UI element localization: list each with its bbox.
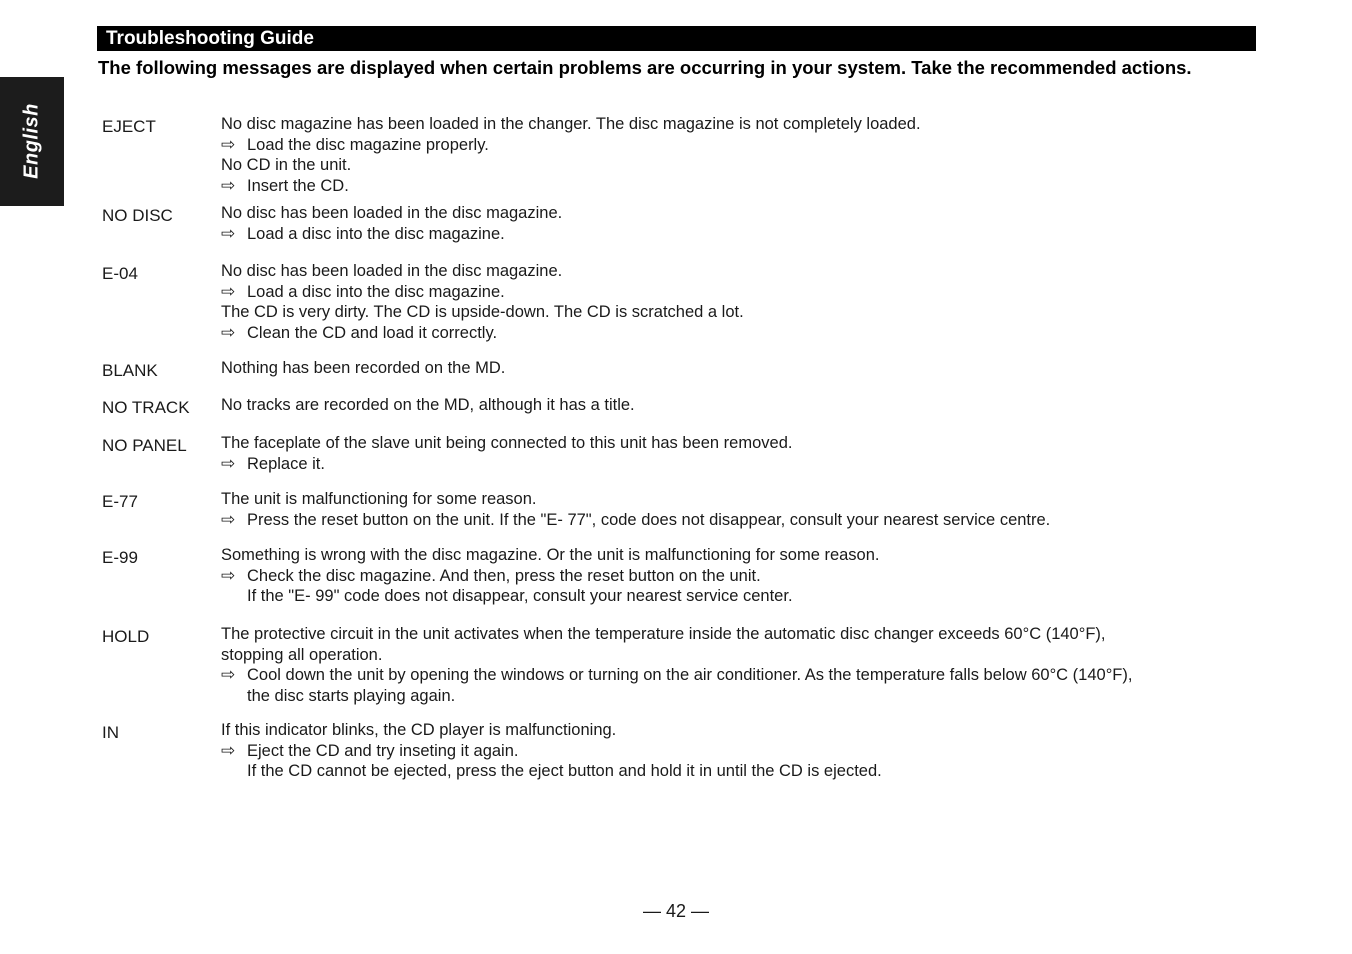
action-line bbox=[221, 224, 1261, 245]
message-description bbox=[221, 489, 1261, 530]
message-description bbox=[221, 433, 1261, 474]
arrow-right-icon: ⇨ bbox=[221, 281, 236, 301]
arrow-right-icon: ⇨ bbox=[221, 665, 236, 684]
message-description bbox=[221, 203, 1261, 244]
action-line bbox=[221, 566, 1261, 587]
message-description bbox=[221, 720, 1261, 782]
cause-text: The unit is malfunctioning for some reason. bbox=[221, 490, 537, 508]
action-text: Check the disc magazine. And then, press the reset button on the unit. bbox=[247, 566, 761, 585]
action-continuation: the disc starts playing again. bbox=[247, 686, 456, 705]
message-description bbox=[221, 395, 1261, 416]
arrow-right-icon: ⇨ bbox=[221, 453, 236, 473]
action-continuation: If the "E- 99" code does not disappear, consult your nearest service center. bbox=[247, 587, 793, 605]
cause-text: The protective circuit in the unit activates when the temperature inside the automatic disc changer exceeds 60°C (140°F), bbox=[221, 625, 1106, 643]
cause-text: No CD in the unit. bbox=[221, 156, 352, 174]
cause-text: No tracks are recorded on the MD, although it has a title. bbox=[221, 396, 635, 414]
message-code: E-99 bbox=[102, 548, 138, 567]
action-text: Eject the CD and try inseting it again. bbox=[247, 741, 519, 760]
action-text: Clean the CD and load it correctly. bbox=[247, 323, 498, 342]
language-tab bbox=[0, 77, 64, 206]
page-number: — 42 — bbox=[642, 901, 710, 921]
cause-text: Nothing has been recorded on the MD. bbox=[221, 359, 506, 377]
cause-text: The CD is very dirty. The CD is upside-down. The CD is scratched a lot. bbox=[221, 303, 744, 321]
cause-text: If this indicator blinks, the CD player is malfunctioning. bbox=[221, 721, 617, 739]
action-text: Load the disc magazine properly. bbox=[247, 135, 489, 154]
cause-text: No disc magazine has been loaded in the changer. The disc magazine is not completely loaded. bbox=[221, 115, 921, 133]
arrow-right-icon: ⇨ bbox=[221, 223, 236, 243]
section-title: Troubleshooting Guide bbox=[97, 26, 1256, 51]
action-text: Press the reset button on the unit. If the "E- 77", code does not disappear, consult your nearest service centre. bbox=[247, 510, 1051, 529]
action-line bbox=[221, 510, 1261, 531]
message-code: NO PANEL bbox=[102, 436, 187, 455]
action-text: Replace it. bbox=[247, 454, 325, 473]
action-text: Load a disc into the disc magazine. bbox=[247, 282, 505, 301]
cause-text: No disc has been loaded in the disc magazine. bbox=[221, 262, 563, 280]
message-code: E-04 bbox=[102, 264, 138, 283]
message-description bbox=[221, 114, 1261, 196]
action-continuation: If the CD cannot be ejected, press the eject button and hold it in until the CD is ejected. bbox=[247, 762, 882, 780]
action-line bbox=[221, 454, 1261, 475]
message-code: NO DISC bbox=[102, 206, 173, 225]
action-line bbox=[221, 282, 1261, 303]
arrow-right-icon: ⇨ bbox=[221, 134, 236, 154]
intro-text: The following messages are displayed when certain problems are occurring in your system. Take the recommended actions. bbox=[98, 57, 1192, 78]
message-code: EJECT bbox=[102, 117, 156, 136]
cause-text: Something is wrong with the disc magazine. Or the unit is malfunctioning for some reason. bbox=[221, 546, 880, 564]
action-line bbox=[221, 176, 1261, 197]
action-line bbox=[221, 741, 1261, 762]
action-line bbox=[221, 665, 1261, 686]
action-line bbox=[221, 135, 1261, 156]
message-description bbox=[221, 261, 1261, 343]
action-text: Cool down the unit by opening the windows or turning on the air conditioner. As the temperature falls below 60°C (140°F), bbox=[247, 666, 1133, 684]
action-text: Load a disc into the disc magazine. bbox=[247, 224, 505, 243]
cause-text: The faceplate of the slave unit being connected to this unit has been removed. bbox=[221, 434, 793, 452]
arrow-right-icon: ⇨ bbox=[221, 509, 236, 529]
arrow-right-icon: ⇨ bbox=[221, 565, 236, 585]
language-label: English bbox=[20, 103, 43, 179]
arrow-right-icon: ⇨ bbox=[221, 175, 236, 195]
message-code: BLANK bbox=[102, 361, 158, 380]
message-code: IN bbox=[102, 723, 119, 742]
cause-text: stopping all operation. bbox=[221, 645, 383, 664]
message-code: NO TRACK bbox=[102, 398, 190, 417]
action-text: Insert the CD. bbox=[247, 176, 349, 195]
cause-text: No disc has been loaded in the disc magazine. bbox=[221, 204, 563, 222]
message-description bbox=[221, 624, 1261, 706]
arrow-right-icon: ⇨ bbox=[221, 740, 236, 760]
message-code: E-77 bbox=[102, 492, 138, 511]
message-code: HOLD bbox=[102, 627, 150, 646]
message-description bbox=[221, 545, 1261, 607]
message-description bbox=[221, 358, 1261, 379]
action-line bbox=[221, 323, 1261, 344]
arrow-right-icon: ⇨ bbox=[221, 322, 236, 342]
